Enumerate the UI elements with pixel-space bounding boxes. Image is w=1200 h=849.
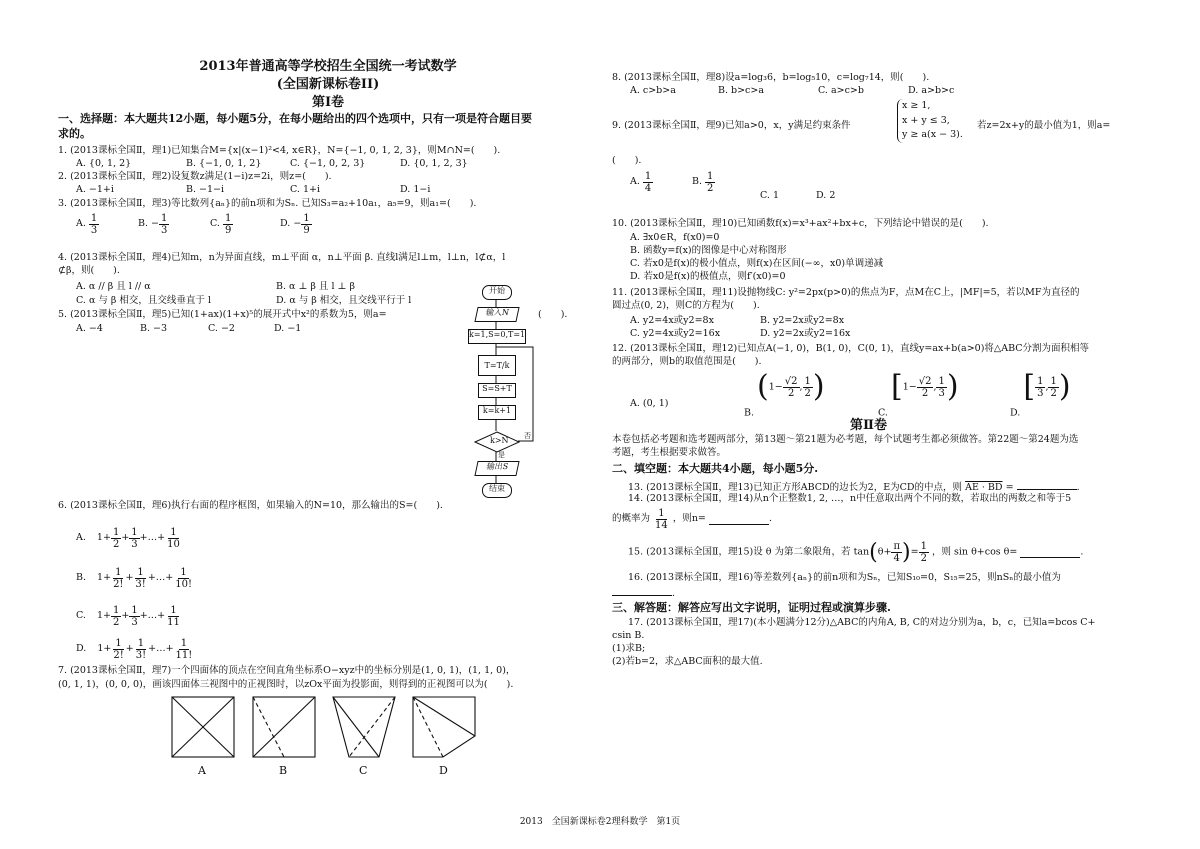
flowchart-end: 结束: [482, 483, 512, 498]
q3-option-c: C. $\frac{1}{9}$: [210, 213, 232, 236]
q12-option-d: D. [ $\frac{1}{3}$ , $\frac{1}{2}$ ): [1010, 369, 1071, 419]
question-17-stem: 17. (2013课标全国Ⅱ，理17)(本小题满分12分)△ABC的内角A, B, C的对边分别为a，b，c，已知a=bcos C+: [628, 617, 1096, 628]
question-12-stem-cont: 的两部分，则b的取值范围是( ).: [612, 356, 762, 367]
question-4-stem: 4. (2013课标全国Ⅱ，理4)已知m，n为异面直线，m⊥平面 α，n⊥平面 β. 直线l满足l⊥m，l⊥n，l⊄α，l: [58, 252, 506, 263]
q15-answer-blank: [1020, 548, 1080, 558]
q11-option-c: C. y2=4x或y2=16x: [630, 328, 721, 339]
question-7-stem: 7. (2013课标全国Ⅱ，理7)一个四面体的顶点在空间直角坐标系O−xyz中的坐标分别是(1, 0, 1)，(1, 1, 0)，: [58, 665, 516, 676]
q7-view-figures: [171, 696, 491, 760]
question-9-stem-post: 若z=2x+y的最小值为1，则a=: [977, 120, 1111, 131]
q7-label-d: D: [439, 764, 448, 777]
q4-option-b: B. α ⊥ β 且 l ⊥ β: [276, 281, 355, 292]
q9-option-b: B. $\frac{1}{2}$: [692, 171, 714, 194]
q4-option-c: C. α 与 β 相交，且交线垂直于 l: [76, 295, 211, 306]
q6-option-b: B. 1+ $\frac{1}{2!}$ + $\frac{1}{3!}$ +…+ $\frac{1}{10!}$: [76, 567, 192, 590]
q1-option-d: D. {0, 1, 2, 3}: [400, 158, 468, 169]
q9-option-a: A. $\frac{1}{4}$: [630, 171, 652, 194]
q8-option-a: A. c>b>a: [630, 85, 676, 96]
flowchart-condition: k>N: [490, 436, 509, 445]
q1-option-c: C. {−1, 0, 2, 3}: [290, 158, 366, 169]
q10-option-a: A. ∃x0∈R，f(x0)=0: [630, 232, 720, 243]
q11-option-d: D. y2=2x或y2=16x: [760, 328, 851, 339]
q5-option-c: C. −2: [208, 323, 235, 334]
question-10-stem: 10. (2013课标全国Ⅱ，理10)已知函数f(x)=x³+ax²+bx+c，下列结论中错误的是( ).: [612, 218, 989, 229]
q11-option-a: A. y2=4x或y2=8x: [630, 315, 714, 326]
question-14-stem: 14. (2013课标全国Ⅱ，理14)从n个正整数1, 2, …，n中任意取出两个不同的数，若取出的两数之和等于5: [628, 493, 1072, 504]
q4-option-a: A. α // β 且 l // α: [76, 281, 151, 292]
question-9-paren: ( ).: [612, 155, 642, 166]
q10-option-b: B. 函数y=f(x)的图像是中心对称图形: [630, 245, 787, 256]
q12-option-a: A. (0, 1): [630, 398, 669, 409]
section-3-heading: 三、解答题：解答应写出文字说明，证明过程或演算步骤.: [612, 601, 891, 614]
flowchart-no-label: 否: [524, 432, 531, 440]
q10-option-c: C. 若x0是f(x)的极小值点，则f(x)在区间(−∞，x0)单调递减: [630, 258, 884, 269]
q6-option-d: D. 1+ $\frac{1}{2!}$ + $\frac{1}{3!}$ +…+ $\frac{1}{11!}$: [76, 638, 193, 661]
q17-part-2: (2)若b=2，求△ABC面积的最大值.: [612, 656, 763, 667]
question-11-stem-cont: 圆过点(0, 2)，则C的方程为( ).: [612, 300, 760, 311]
flowchart-start: 开始: [482, 285, 512, 300]
volume-2-title: 第Ⅱ卷: [850, 418, 887, 433]
section-1-heading-cont: 求的。: [58, 127, 91, 140]
q13-vector-product: AE · BD: [965, 482, 1003, 493]
question-8-stem: 8. (2013课标全国Ⅱ，理8)设a=log₃6，b=log₅10，c=log₇14，则( ).: [612, 72, 930, 83]
q3-option-b: B. − $\frac{1}{3}$: [138, 213, 168, 236]
fraction: $\frac{1}{3}$: [90, 213, 98, 236]
q6-option-c: C. 1+ $\frac{1}{2}$ + $\frac{1}{3}$ +…+ $\frac{1}{11}$: [76, 605, 180, 628]
flowchart-init: k=1,S=0,T=1: [468, 329, 526, 344]
question-7-stem-cont: (0, 1, 1)，(0, 0, 0)，画该四面体三视图中的正视图时，以zOx平面为投影面，则得到的正视图可以为( ).: [58, 679, 514, 690]
q3-option-a: A. $\frac{1}{3}$: [76, 213, 98, 236]
question-2-stem: 2. (2013课标全国Ⅱ，理2)设复数z满足(1−i)z=2i，则z=( ).: [58, 171, 332, 182]
flowchart-step-t: T=T/k: [478, 355, 516, 376]
q1-option-a: A. {0, 1, 2}: [76, 158, 132, 169]
question-16-answer-line: .: [612, 586, 675, 601]
question-15: 15. (2013课标全国Ⅱ，理15)设 θ 为第二象限角，若 tan(θ+ $\frac{\pi}{4}$ )= $\frac{1}{2}$ ，则 sin θ+cos θ= .: [628, 540, 1084, 565]
q8-option-d: D. a>b>c: [908, 85, 955, 96]
volume-2-intro-cont: 考题，考生根据要求做答。: [612, 447, 727, 458]
flowchart-output: 输出S: [474, 461, 519, 476]
question-13: 13. (2013课标全国Ⅱ，理13)已知正方形ABCD的边长为2，E为CD的中点，则 AE · BD = .: [628, 482, 1080, 493]
question-11-stem: 11. (2013课标全国Ⅱ，理11)设抛物线C: y²=2px(p>0)的焦点为F，点M在C上，|MF|=5，若以MF为直径的: [612, 287, 1080, 298]
q12-option-c: C. [1− $\frac{√2}{2}$ , $\frac{1}{3}$ ): [878, 369, 959, 419]
q7-label-b: B: [279, 764, 288, 777]
q14-answer-blank: [709, 515, 769, 525]
question-14-stem-cont: 的概率为 $\frac{1}{14}$ ，则n= .: [612, 508, 772, 531]
question-9-stem: 9. (2013课标全国Ⅱ，理9)已知a>0，x，y满足约束条件: [612, 120, 851, 131]
flowchart-step-s: S=S+T: [478, 383, 516, 398]
q4-option-d: D. α 与 β 相交，且交线平行于 l: [276, 295, 412, 306]
q11-option-b: B. y2=2x或y2=8x: [760, 315, 845, 326]
q9-option-d: D. 2: [816, 190, 836, 201]
volume-2-intro: 本卷包括必考题和选考题两部分，第13题～第21题为必考题，每个试题考生都必须做答。第22题～第24题为选: [612, 434, 1079, 445]
exam-title: 2013年普通高等学校招生全国统一考试数学: [199, 59, 457, 74]
question-4-stem-cont: ⊄β，则( ).: [58, 265, 120, 276]
question-5-stem: 5. (2013课标全国Ⅱ，理5)已知(1+ax)(1+x)⁵的展开式中x²的系数为5，则a=: [58, 309, 387, 320]
q7-label-a: A: [198, 764, 206, 777]
question-1-stem: 1. (2013课标全国Ⅱ，理1)已知集合M={x|(x−1)²<4, x∈R}，N={−1, 0, 1, 2, 3}，则M∩N=( ).: [58, 145, 501, 156]
q12-option-b: B. (1− $\frac{√2}{2}$ , $\frac{1}{2}$ ): [744, 369, 825, 419]
q5-option-d: D. −1: [274, 323, 302, 334]
q2-option-a: A. −1+i: [76, 184, 114, 195]
flowchart-yes-label: 是: [498, 451, 505, 459]
question-3-stem: 3. (2013课标全国Ⅱ，理3)等比数列{aₙ}的前n项和为Sₙ. 已知S₃=a₂+10a₁，a₅=9，则a₁=( ).: [58, 198, 477, 209]
q7-label-c: C: [359, 764, 368, 777]
question-16-stem: 16. (2013课标全国Ⅱ，理16)等差数列{aₙ}的前n项和为Sₙ，已知S₁₀=0，S₁₅=25，则nSₙ的最小值为: [628, 572, 1061, 583]
q16-answer-blank: [612, 586, 672, 596]
page-footer: 2013 全国新课标卷2理科数学 第1页: [519, 817, 681, 827]
exam-subtitle: (全国新课标卷II): [276, 77, 380, 92]
q17-part-1: (1)求B;: [612, 643, 646, 654]
q2-option-d: D. 1−i: [400, 184, 431, 195]
q2-option-b: B. −1−i: [186, 184, 225, 195]
question-17-stem-cont: csin B.: [612, 630, 645, 641]
q2-option-c: C. 1+i: [290, 184, 321, 195]
q9-option-c: C. 1: [760, 190, 780, 201]
q8-option-b: B. b>c>a: [718, 85, 765, 96]
q5-option-b: B. −3: [140, 323, 168, 334]
q13-answer-blank: [1017, 480, 1077, 490]
flowchart-input: 输入N: [474, 307, 519, 322]
q10-option-d: D. 若x0是f(x)的极值点，则f′(x0)=0: [630, 271, 786, 282]
volume-1-title: 第Ⅰ卷: [311, 95, 345, 110]
question-5-paren: ( ).: [538, 309, 568, 320]
question-12-stem: 12. (2013课标全国Ⅱ，理12)已知点A(−1, 0)，B(1, 0)，C(0, 1)，直线y=ax+b(a>0)将△ABC分割为面积相等: [612, 343, 1090, 354]
q1-option-b: B. {−1, 0, 1, 2}: [186, 158, 262, 169]
section-1-heading: 一、选择题：本大题共12小题，每小题5分，在每小题给出的四个选项中，只有一项是符合题目要: [58, 112, 532, 125]
q6-option-a: A. 1+ $\frac{1}{2}$ + $\frac{1}{3}$ +…+ $\frac{1}{10}$: [76, 527, 180, 550]
flowchart-step-k: k=k+1: [478, 405, 516, 420]
q5-option-a: A. −4: [76, 323, 103, 334]
section-2-heading: 二、填空题：本大题共4小题，每小题5分.: [612, 462, 819, 475]
q9-constraint-system: x ≥ 1, x + y ≤ 3, y ≥ a(x − 3).: [897, 99, 963, 143]
q3-option-d: D. − $\frac{1}{9}$: [280, 213, 310, 236]
question-6-stem: 6. (2013课标全国Ⅱ，理6)执行右面的程序框图，如果输入的N=10，那么输出的S=( ).: [58, 500, 443, 511]
q8-option-c: C. a>c>b: [818, 85, 864, 96]
